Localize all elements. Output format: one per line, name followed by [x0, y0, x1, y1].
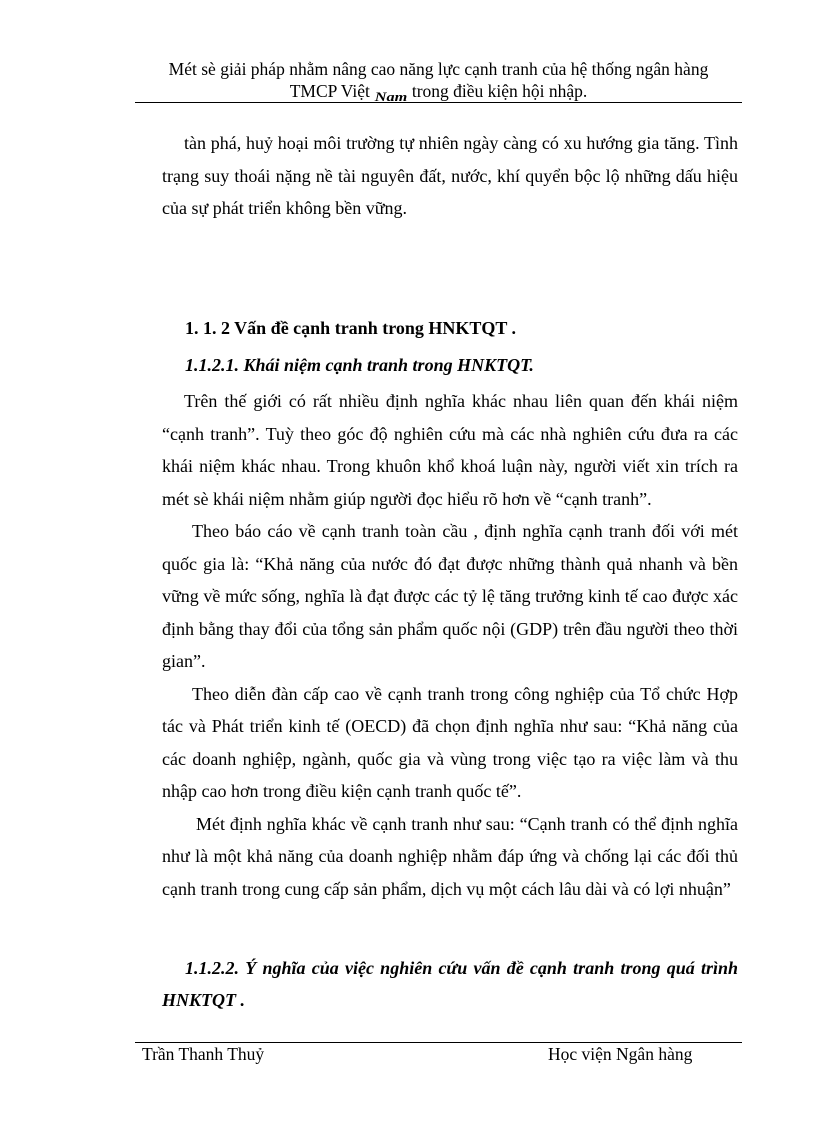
header-title-line1: Mét sè giải pháp nhằm nâng cao năng lực cạnh tranh của hệ thống ngân hàng: [168, 59, 709, 79]
footer-institution: Học viện Ngân hàng: [548, 1044, 693, 1064]
main-text-block: [162, 385, 738, 905]
intro-paragraph: tàn phá, huỷ hoại môi trường tự nhiên ngày càng có xu hướng gia tăng. Tình trạng suy thoái nặng nề tài nguyên đất, nước, khí quyển bộc lộ những dấu hiệu của sự phát triển không bền vững.: [162, 133, 738, 218]
header-line2-prefix: TMCP Việt: [289, 81, 370, 101]
footer-author: Trần Thanh Thuỷ: [142, 1044, 265, 1064]
section-heading: 1. 1. 2 Vấn đề cạnh tranh trong HNKTQT .: [185, 318, 517, 338]
paragraph-global-report: Theo báo cáo về cạnh tranh toàn cầu , định nghĩa cạnh tranh đối với mét quốc gia là: “Khả năng của nước đó đạt được những thành quả nhanh và bền vững về mức sống, nghĩa là đạt được các tỷ lệ tăng trưởng kinh tế cao được xác định bằng thay đổi của tổng sản phẩm quốc nội (GDP) trên đầu người theo thời gian”.: [162, 521, 738, 671]
page-header: [135, 58, 742, 104]
header-nam-word: Nam: [374, 89, 408, 104]
paragraph-definitions: Trên thế giới có rất nhiều định nghĩa khác nhau liên quan đến khái niệm “cạnh tranh”. Tuỳ theo góc độ nghiên cứu mà các nhà nghiên cứu đưa ra các khái niệm khác nhau. Trong khuôn khổ khoá luận này, người viết xin trích ra mét sè khái niệm nhằm giúp người đọc hiểu rõ hơn về “cạnh tranh”.: [162, 391, 738, 509]
header-title-line2: [135, 80, 742, 104]
header-line2-suffix: trong điều kiện hội nhập.: [411, 81, 588, 101]
paragraph-other-definition: Mét định nghĩa khác về cạnh tranh như sau: “Cạnh tranh có thể định nghĩa như là một khả năng của doanh nghiệp nhằm đáp ứng và chống lại các đối thủ cạnh tranh trong cung cấp sản phẩm, dịch vụ một cách lâu dài và có lợi nhuận”: [162, 813, 738, 899]
subsection-heading-1: 1.1.2.1. Khái niệm cạnh tranh trong HNKTQT.: [185, 355, 534, 375]
paragraph-oecd: Theo diễn đàn cấp cao về cạnh tranh trong công nghiệp của Tổ chức Hợp tác và Phát triển kinh tế (OECD) đã chọn định nghĩa như sau: “Khả năng của các doanh nghiệp, ngành, quốc gia và vùng trong việc tạo ra việc làm và thu nhập cao hơn trong điều kiện cạnh tranh quốc tế”.: [162, 683, 738, 801]
footer-divider: [135, 1042, 742, 1043]
subsection-heading-2: 1.1.2.2. Ý nghĩa của việc nghiên cứu vấn đề cạnh tranh trong quá trình HNKTQT .: [162, 958, 738, 1010]
intro-block: [162, 127, 738, 225]
header-divider: [135, 102, 742, 103]
